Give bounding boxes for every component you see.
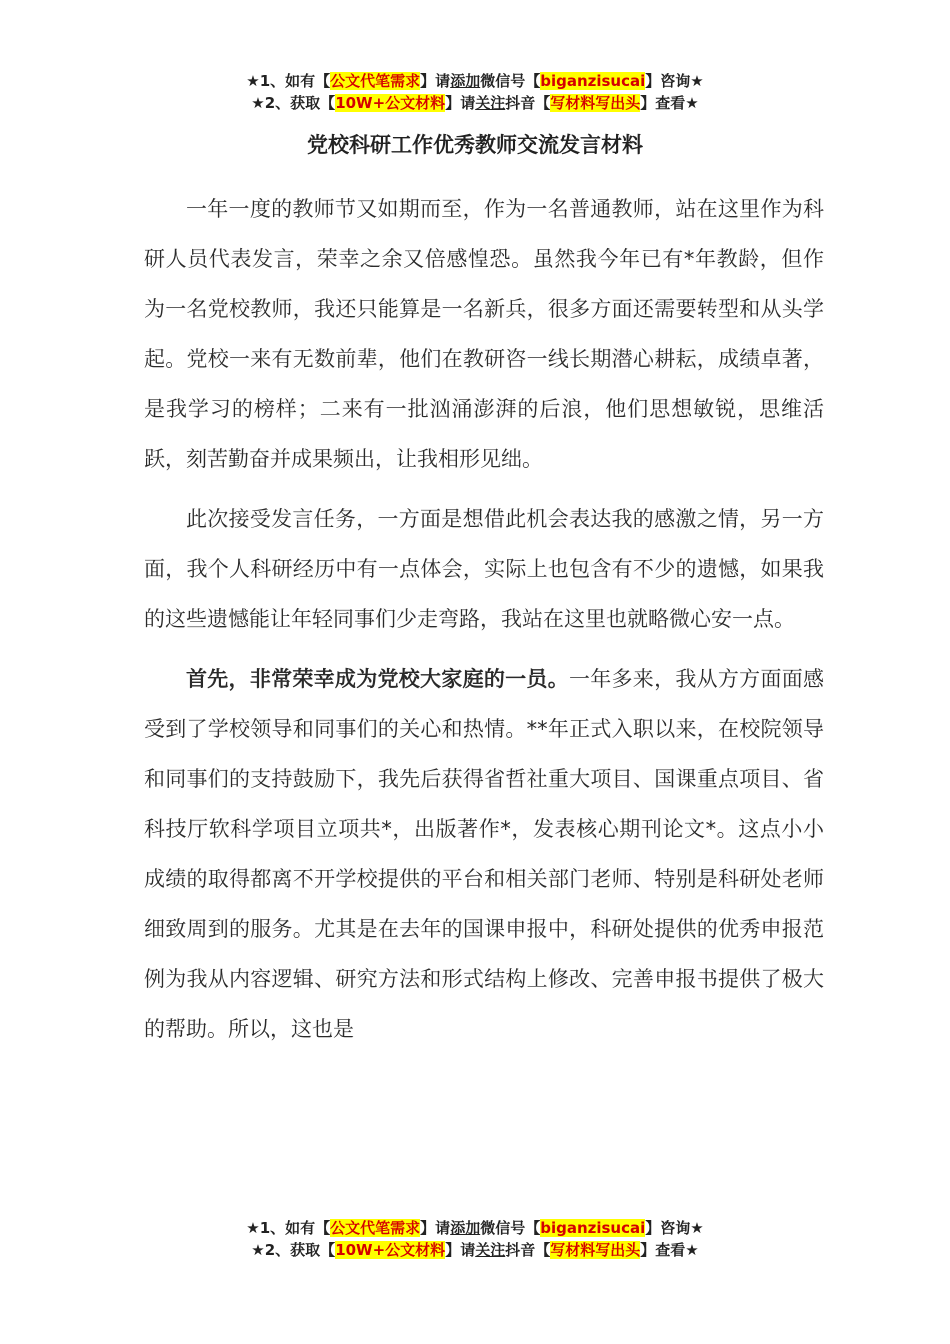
footer-line-1-text-2: 微信号【 bbox=[480, 1219, 541, 1237]
header-line-1-text: 】请 bbox=[420, 72, 451, 90]
paragraph-3-lead: 首先，非常荣幸成为党校大家庭的一员。 bbox=[186, 667, 569, 691]
footer-highlight-materials: 10W+公文材料 bbox=[335, 1241, 446, 1259]
header-highlight-douyin: 写材料写出头 bbox=[550, 94, 641, 112]
header-underline-add: 添加 bbox=[450, 72, 481, 90]
header-line-2-suffix: 】查看★ bbox=[640, 94, 699, 112]
footer-underline-add: 添加 bbox=[450, 1219, 481, 1237]
footer-line-1-text: 】请 bbox=[420, 1219, 451, 1237]
footer-line-1-prefix: ★1、如有【 bbox=[246, 1219, 331, 1237]
document-title: 党校科研工作优秀教师交流发言材料 bbox=[307, 133, 643, 157]
footer-line-1 bbox=[0, 1217, 950, 1239]
footer-highlight-douyin: 写材料写出头 bbox=[550, 1241, 641, 1259]
paragraph-2: 此次接受发言任务，一方面是想借此机会表达我的感激之情，另一方面，我个人科研经历中有一点体会，实际上也包含有不少的遗憾，如果我的这些遗憾能让年轻同事们少走弯路，我站在这里也就略微心安一点。 bbox=[144, 507, 824, 631]
footer-line-1-suffix: 】咨询★ bbox=[645, 1219, 704, 1237]
footer-underline-follow: 关注 bbox=[475, 1241, 506, 1259]
header-underline-follow: 关注 bbox=[475, 94, 506, 112]
document-body bbox=[144, 184, 824, 1064]
header-line-2-prefix: ★2、获取【 bbox=[251, 94, 336, 112]
footer-line-2-text: 】请 bbox=[445, 1241, 476, 1259]
footer-line-2-suffix: 】查看★ bbox=[640, 1241, 699, 1259]
footer-line-2-prefix: ★2、获取【 bbox=[251, 1241, 336, 1259]
footer-highlight-ghostwriting: 公文代笔需求 bbox=[330, 1219, 421, 1237]
footer-highlight-wechat-id: biganzisucai bbox=[540, 1219, 646, 1237]
header-line-1-text-2: 微信号【 bbox=[480, 72, 541, 90]
header-line-2 bbox=[0, 92, 950, 114]
paragraph-3 bbox=[144, 654, 824, 1054]
header-banner bbox=[0, 70, 950, 114]
header-line-2-text-2: 抖音【 bbox=[505, 94, 551, 112]
paragraph-3-text: 一年多来，我从方方面面感受到了学校领导和同事们的关心和热情。**年正式入职以来，在校院领导和同事们的支持鼓励下，我先后获得省哲社重大项目、国课重点项目、省科技厅软科学项目立项共*，出版著作*，发表核心期刊论文*。这点小小成绩的取得都离不开学校提供的平台和相关部门老师、特别是科研处老师细致周到的服务。尤其是在去年的国课申报中，科研处提供的优秀申报范例为我从内容逻辑、研究方法和形式结构上修改、完善申报书提供了极大的帮助。所以，这也是 bbox=[144, 667, 825, 1041]
paragraph-1: 一年一度的教师节又如期而至，作为一名普通教师，站在这里作为科研人员代表发言，荣幸之余又倍感惶恐。虽然我今年已有*年教龄，但作为一名党校教师，我还只能算是一名新兵，很多方面还需要转型和从头学起。党校一来有无数前辈，他们在教研咨一线长期潜心耕耘，成绩卓著，是我学习的榜样；二来有一批汹涌澎湃的后浪，他们思想敏锐，思维活跃，刻苦勤奋并成果频出，让我相形见绌。 bbox=[144, 197, 824, 471]
header-highlight-materials: 10W+公文材料 bbox=[335, 94, 446, 112]
header-highlight-ghostwriting: 公文代笔需求 bbox=[330, 72, 421, 90]
footer-banner bbox=[0, 1217, 950, 1261]
footer-line-2-text-2: 抖音【 bbox=[505, 1241, 551, 1259]
header-line-2-text: 】请 bbox=[445, 94, 476, 112]
header-line-1 bbox=[0, 70, 950, 92]
header-highlight-wechat-id: biganzisucai bbox=[540, 72, 646, 90]
header-line-1-prefix: ★1、如有【 bbox=[246, 72, 331, 90]
footer-line-2 bbox=[0, 1239, 950, 1261]
header-line-1-suffix: 】咨询★ bbox=[645, 72, 704, 90]
